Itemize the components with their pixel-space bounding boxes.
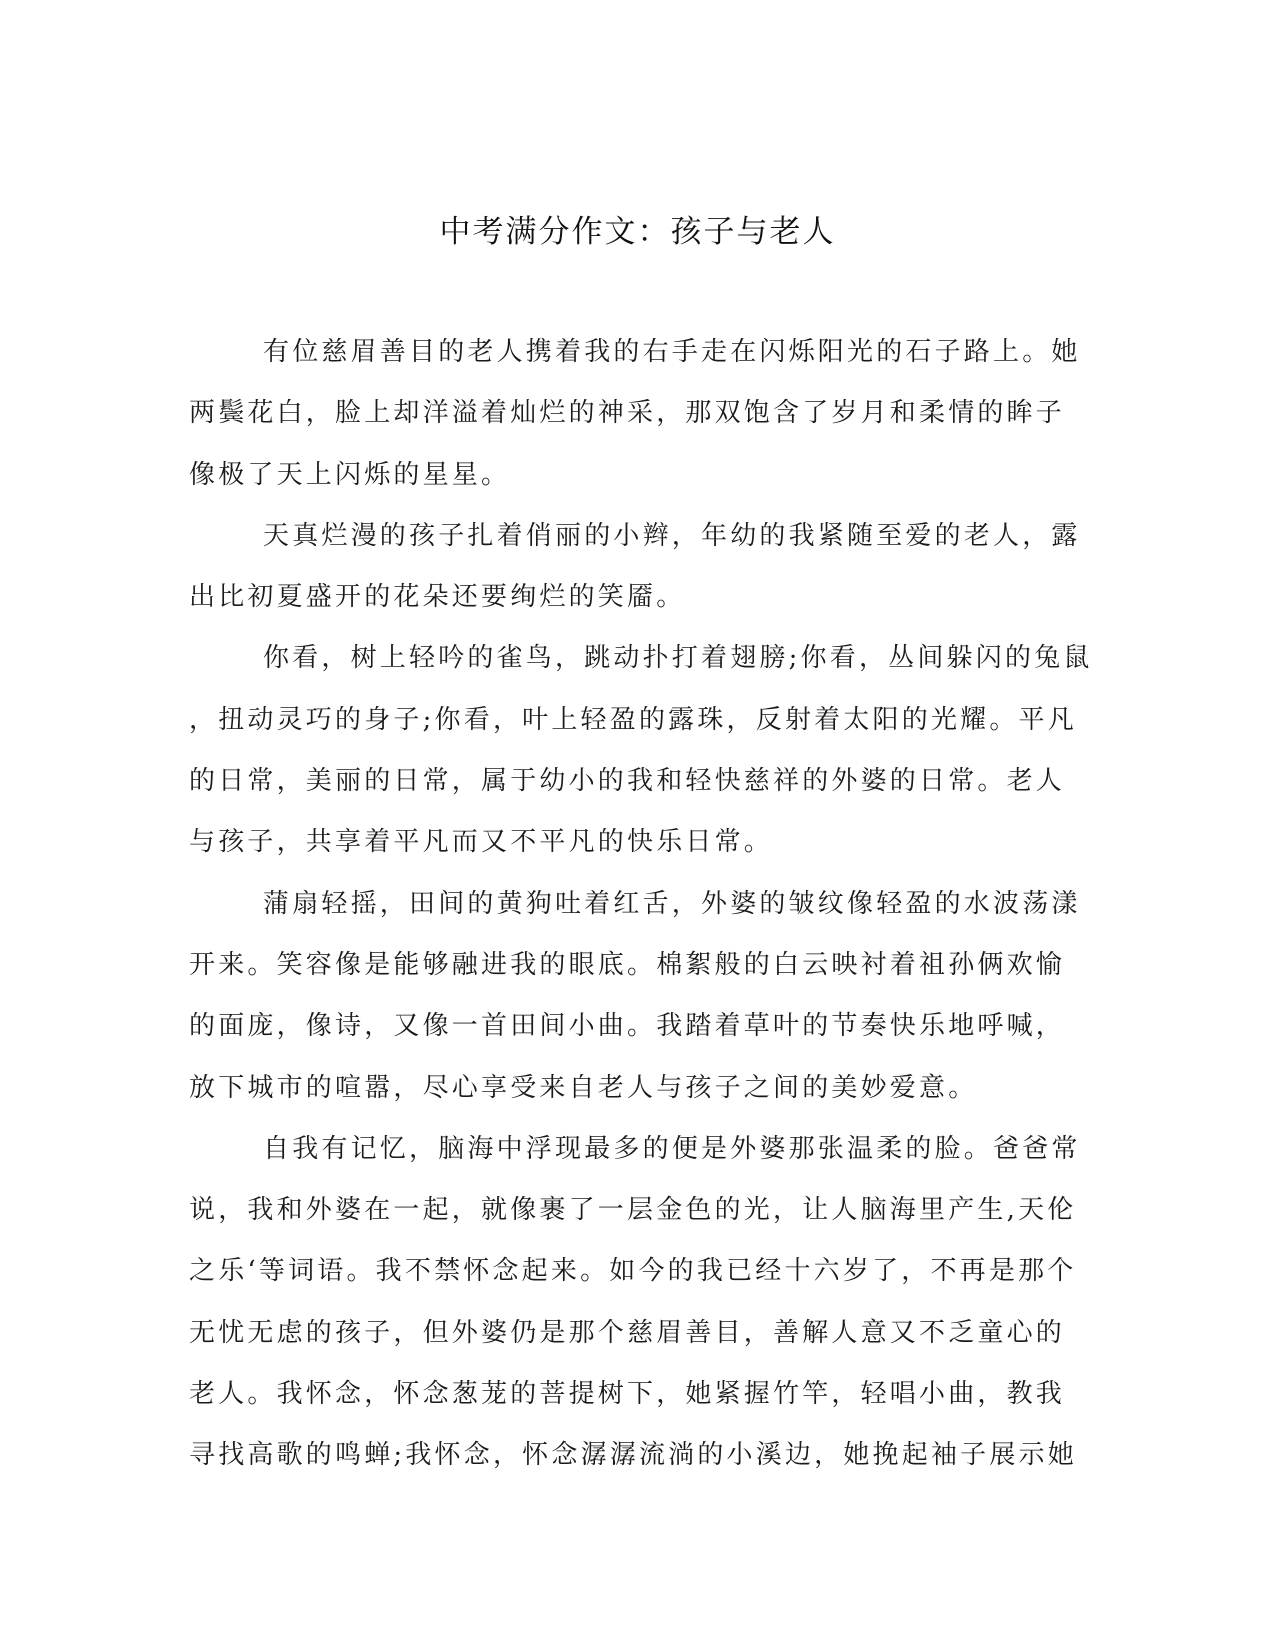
text-line: 你看，树上轻吟的雀鸟，跳动扑打着翅膀;你看，丛间躲闪的兔鼠 <box>263 643 1093 674</box>
text-line: 的面庞，像诗，又像一首田间小曲。我踏着草叶的节奏快乐地呼喊， <box>189 1011 1066 1042</box>
text-line: 像极了天上闪烁的星星。 <box>189 459 511 490</box>
essay-body <box>189 322 1093 1487</box>
page-title: 中考满分作文：孩子与老人 <box>439 214 836 250</box>
text-line: 的日常，美丽的日常，属于幼小的我和轻快慈祥的外婆的日常。老人 <box>189 766 1066 797</box>
text-line: ，扭动灵巧的身子;你看，叶上轻盈的露珠，反射着太阳的光耀。平凡 <box>189 704 1077 735</box>
text-line: 与孩子，共享着平凡而又不平凡的快乐日常。 <box>189 827 774 858</box>
text-line: 两鬓花白，脸上却洋溢着灿烂的神采，那双饱含了岁月和柔情的眸子 <box>189 398 1066 429</box>
text-line: 天真烂漫的孩子扎着俏丽的小辫，年幼的我紧随至爱的老人，露 <box>263 520 1081 551</box>
text-line: 之乐‘等词语。我不禁怀念起来。如今的我已经十六岁了，不再是那个 <box>189 1256 1077 1287</box>
text-line: 无忧无虑的孩子，但外婆仍是那个慈眉善目，善解人意又不乏童心的 <box>189 1317 1066 1348</box>
text-line: 寻找高歌的鸣蝉;我怀念，怀念潺潺流淌的小溪边，她挽起袖子展示她 <box>189 1440 1077 1471</box>
text-line: 有位慈眉善目的老人携着我的右手走在闪烁阳光的石子路上。她 <box>263 337 1081 367</box>
text-line: 蒲扇轻摇，田间的黄狗吐着红舌，外婆的皱纹像轻盈的水波荡漾 <box>263 888 1081 919</box>
text-line: 说，我和外婆在一起，就像裹了一层金色的光，让人脑海里产生,天伦 <box>189 1195 1077 1226</box>
text-line: 自我有记忆，脑海中浮现最多的便是外婆那张温柔的脸。爸爸常 <box>263 1133 1081 1164</box>
text-line: 放下城市的喧嚣，尽心享受来自老人与孩子之间的美妙爱意。 <box>189 1072 978 1103</box>
text-line: 开来。笑容像是能够融进我的眼底。棉絮般的白云映衬着祖孙俩欢愉 <box>189 949 1066 980</box>
text-line: 出比初夏盛开的花朵还要绚烂的笑靥。 <box>189 582 686 613</box>
text-line: 老人。我怀念，怀念葱茏的菩提树下，她紧握竹竿，轻唱小曲，教我 <box>189 1379 1066 1410</box>
